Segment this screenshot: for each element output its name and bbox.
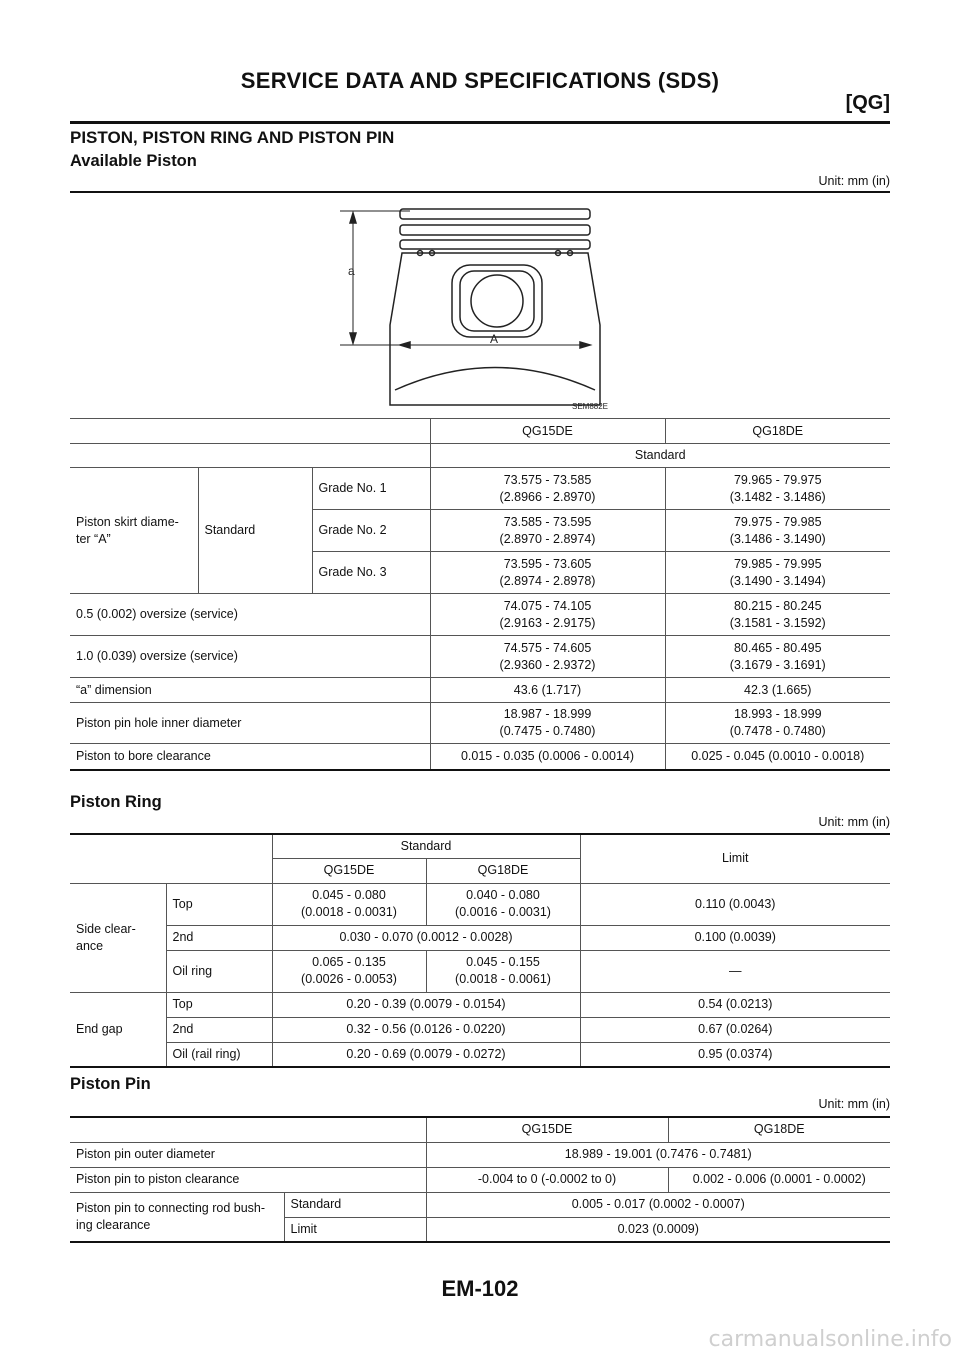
- outer-diameter-label: Piston pin outer diameter: [70, 1142, 426, 1167]
- ring-label: 2nd: [166, 925, 272, 950]
- piston-pin-table: [70, 1116, 890, 1243]
- row-label: “a” dimension: [70, 678, 430, 703]
- ring-both: 0.030 - 0.070 (0.0012 - 0.0028): [272, 925, 580, 950]
- row-qg15: 74.575 - 74.605 (2.9360 - 2.9372): [430, 636, 665, 678]
- row-label: 1.0 (0.039) oversize (service): [70, 636, 430, 678]
- rod-limit-label: Limit: [284, 1217, 426, 1242]
- pin-clearance-qg15: -0.004 to 0 (-0.0002 to 0): [426, 1167, 668, 1192]
- grade-label: Grade No. 2: [312, 510, 430, 552]
- ring-qg18: 0.045 - 0.155 (0.0018 - 0.0061): [426, 950, 580, 992]
- grade-qg15: 73.595 - 73.605 (2.8974 - 2.8978): [430, 552, 665, 594]
- grade-label: Grade No. 3: [312, 552, 430, 594]
- table-row: [70, 1142, 890, 1167]
- row-qg15: 0.015 - 0.035 (0.0006 - 0.0014): [430, 744, 665, 770]
- label-a: a: [348, 264, 355, 278]
- row-qg18: 0.025 - 0.045 (0.0010 - 0.0018): [665, 744, 890, 770]
- table-row: [70, 419, 890, 444]
- ring-limit: 0.100 (0.0039): [580, 925, 890, 950]
- piston-pin-heading: Piston Pin: [70, 1075, 151, 1093]
- watermark: carmanualsonline.info: [708, 1327, 952, 1352]
- ring-limit: 0.110 (0.0043): [580, 883, 890, 925]
- page-number: EM-102: [441, 1276, 519, 1301]
- ring-limit: 0.95 (0.0374): [580, 1042, 890, 1067]
- ring-both: 0.32 - 0.56 (0.0126 - 0.0220): [272, 1017, 580, 1042]
- ring-limit: —: [580, 950, 890, 992]
- ring-both: 0.20 - 0.39 (0.0079 - 0.0154): [272, 992, 580, 1017]
- table-row: [70, 1117, 890, 1142]
- row-label: 0.5 (0.002) oversize (service): [70, 594, 430, 636]
- skirt-label: Piston skirt diame- ter “A”: [70, 468, 198, 594]
- grade-qg15: 73.585 - 73.595 (2.8970 - 2.8974): [430, 510, 665, 552]
- standard-header: Standard: [272, 834, 580, 858]
- rod-standard-value: 0.005 - 0.017 (0.0002 - 0.0007): [426, 1192, 890, 1217]
- table-row: [70, 1042, 890, 1067]
- rod-standard-label: Standard: [284, 1192, 426, 1217]
- table-row: [70, 444, 890, 468]
- page-title: SERVICE DATA AND SPECIFICATIONS (SDS): [240, 68, 720, 93]
- table-row: [70, 678, 890, 703]
- rod-limit-value: 0.023 (0.0009): [426, 1217, 890, 1242]
- table-row: [70, 1192, 890, 1217]
- available-piston-table: [70, 418, 890, 771]
- pin-clearance-label: Piston pin to piston clearance: [70, 1167, 426, 1192]
- piston-ring-table: [70, 833, 890, 1068]
- ring-qg15: 0.045 - 0.080 (0.0018 - 0.0031): [272, 883, 426, 925]
- ring-limit: 0.67 (0.0264): [580, 1017, 890, 1042]
- side-clearance-label: Side clear- ance: [70, 883, 166, 992]
- rod-bushing-label: Piston pin to connecting rod bush- ing clearance: [70, 1192, 284, 1242]
- table-row: [70, 834, 890, 858]
- table-row: [70, 925, 890, 950]
- ring-limit: 0.54 (0.0213): [580, 992, 890, 1017]
- col-qg18de: QG18DE: [426, 858, 580, 883]
- ring-both: 0.20 - 0.69 (0.0079 - 0.0272): [272, 1042, 580, 1067]
- limit-header: Limit: [580, 834, 890, 883]
- col-qg15de: QG15DE: [430, 419, 665, 444]
- table-row: [70, 992, 890, 1017]
- pin-clearance-qg18: 0.002 - 0.006 (0.0001 - 0.0002): [668, 1167, 890, 1192]
- table-row: [70, 883, 890, 925]
- piston-diagram: [70, 195, 890, 417]
- grade-label: Grade No. 1: [312, 468, 430, 510]
- row-label: Piston pin hole inner diameter: [70, 703, 430, 744]
- row-qg18: 18.993 - 18.999 (0.7478 - 0.7480): [665, 703, 890, 744]
- unit-label: Unit: mm (in): [818, 1097, 890, 1111]
- ring-label: Oil ring: [166, 950, 272, 992]
- grade-qg15: 73.575 - 73.585 (2.8966 - 2.8970): [430, 468, 665, 510]
- table-row: [70, 468, 890, 510]
- table-row: [70, 594, 890, 636]
- available-piston-heading: Available Piston: [70, 152, 197, 170]
- unit-label: Unit: mm (in): [818, 815, 890, 829]
- row-qg18: 80.465 - 80.495 (3.1679 - 3.1691): [665, 636, 890, 678]
- col-qg15de: QG15DE: [426, 1117, 668, 1142]
- grade-qg18: 79.985 - 79.995 (3.1490 - 3.1494): [665, 552, 890, 594]
- figure-caption: SEM882E: [572, 402, 609, 411]
- header-rule: [70, 121, 890, 124]
- engine-code: [QG]: [845, 92, 890, 114]
- row-label: Piston to bore clearance: [70, 744, 430, 770]
- ring-qg18: 0.040 - 0.080 (0.0016 - 0.0031): [426, 883, 580, 925]
- outer-diameter-value: 18.989 - 19.001 (0.7476 - 0.7481): [426, 1142, 890, 1167]
- col-qg18de: QG18DE: [668, 1117, 890, 1142]
- row-qg18: 42.3 (1.665): [665, 678, 890, 703]
- skirt-standard: Standard: [198, 468, 312, 594]
- ring-label: Oil (rail ring): [166, 1042, 272, 1067]
- unit-label: Unit: mm (in): [818, 174, 890, 188]
- table-row: [70, 1017, 890, 1042]
- table-row: [70, 703, 890, 744]
- table-row: [70, 950, 890, 992]
- table-row: [70, 1167, 890, 1192]
- table-row: [70, 744, 890, 770]
- ring-label: 2nd: [166, 1017, 272, 1042]
- standard-header: Standard: [430, 444, 890, 468]
- ring-label: Top: [166, 992, 272, 1017]
- table-row: [70, 636, 890, 678]
- ring-qg15: 0.065 - 0.135 (0.0026 - 0.0053): [272, 950, 426, 992]
- row-qg18: 80.215 - 80.245 (3.1581 - 3.1592): [665, 594, 890, 636]
- piston-ring-heading: Piston Ring: [70, 793, 162, 811]
- row-qg15: 43.6 (1.717): [430, 678, 665, 703]
- label-A: A: [490, 332, 499, 346]
- section-title: PISTON, PISTON RING AND PISTON PIN: [70, 128, 395, 147]
- ring-label: Top: [166, 883, 272, 925]
- row-qg15: 74.075 - 74.105 (2.9163 - 2.9175): [430, 594, 665, 636]
- grade-qg18: 79.965 - 79.975 (3.1482 - 3.1486): [665, 468, 890, 510]
- figure-top-rule: [70, 191, 890, 193]
- row-qg15: 18.987 - 18.999 (0.7475 - 0.7480): [430, 703, 665, 744]
- col-qg18de: QG18DE: [665, 419, 890, 444]
- col-qg15de: QG15DE: [272, 858, 426, 883]
- end-gap-label: End gap: [70, 992, 166, 1067]
- grade-qg18: 79.975 - 79.985 (3.1486 - 3.1490): [665, 510, 890, 552]
